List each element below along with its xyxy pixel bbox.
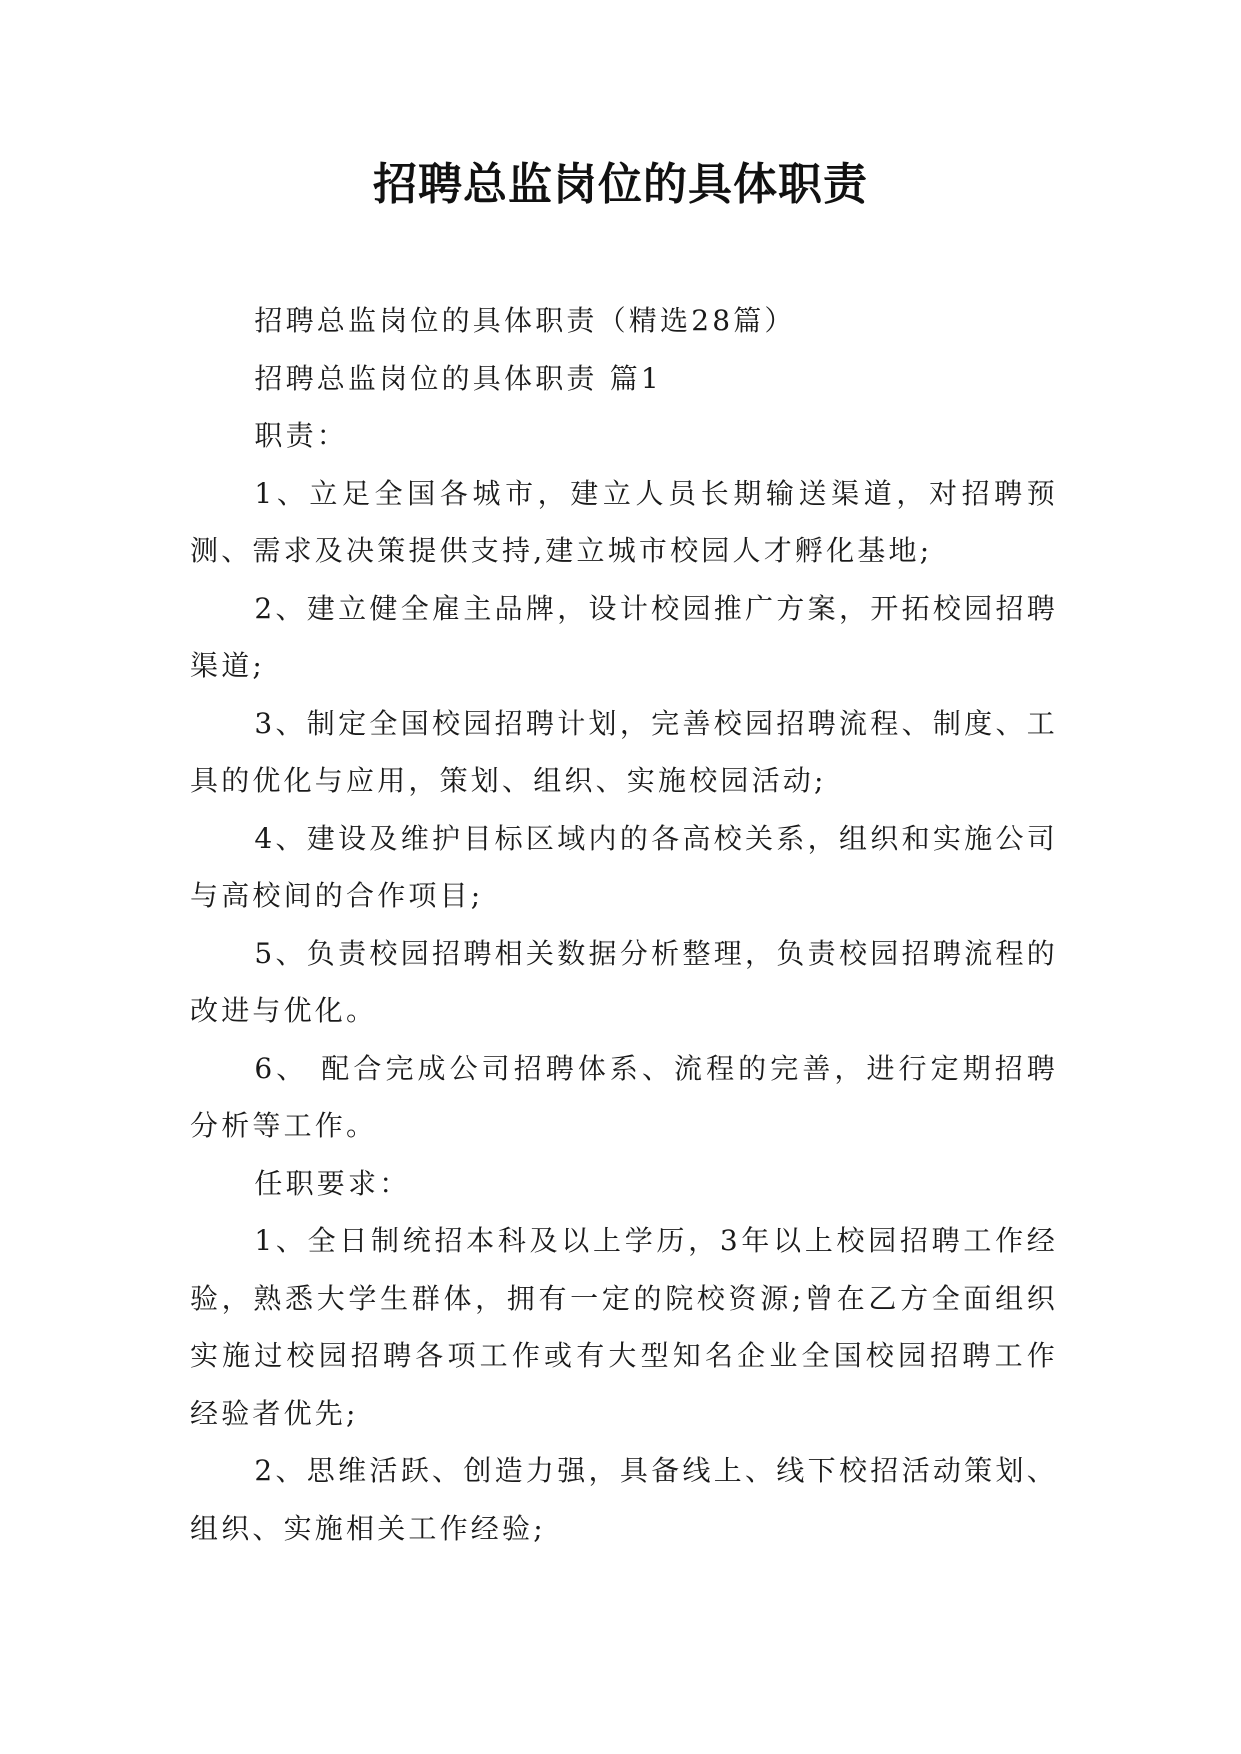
paragraph-duty-1: 1、立足全国各城市，建立人员长期输送渠道，对招聘预测、需求及决策提供支持,建立城市校园人才孵化基地; bbox=[190, 476, 1058, 567]
paragraph-duties-label: 职责： bbox=[254, 419, 348, 452]
paragraph-duty-5: 5、负责校园招聘相关数据分析整理，负责校园招聘流程的改进与优化。 bbox=[190, 936, 1058, 1027]
paragraph-duty-3: 3、制定全国校园招聘计划，完善校园招聘流程、制度、工具的优化与应用，策划、组织、实施校园活动; bbox=[190, 706, 1058, 797]
paragraph-section-heading: 招聘总监岗位的具体职责 篇1 bbox=[254, 361, 662, 395]
paragraph-requirement-1: 1、全日制统招本科及以上学历，3年以上校园招聘工作经验，熟悉大学生群体，拥有一定的院校资源;曾在乙方全面组织实施过校园招聘各项工作或有大型知名企业全国校园招聘工作经验者优先; bbox=[190, 1224, 1058, 1430]
document-body bbox=[190, 292, 1058, 1557]
paragraph-requirements-label: 任职要求： bbox=[254, 1166, 411, 1200]
paragraph-duty-6: 6、 配合完成公司招聘体系、流程的完善，进行定期招聘分析等工作。 bbox=[190, 1051, 1058, 1142]
paragraph-duty-2: 2、建立健全雇主品牌，设计校园推广方案，开拓校园招聘渠道; bbox=[190, 591, 1058, 682]
paragraph-subtitle: 招聘总监岗位的具体职责（精选28篇） bbox=[254, 304, 796, 337]
paragraph-requirement-2: 2、思维活跃、创造力强，具备线上、线下校招活动策划、组织、实施相关工作经验; bbox=[190, 1454, 1058, 1545]
document-title: 招聘总监岗位的具体职责 bbox=[373, 159, 868, 210]
paragraph-duty-4: 4、建设及维护目标区域内的各高校关系，组织和实施公司与高校间的合作项目; bbox=[190, 821, 1058, 912]
